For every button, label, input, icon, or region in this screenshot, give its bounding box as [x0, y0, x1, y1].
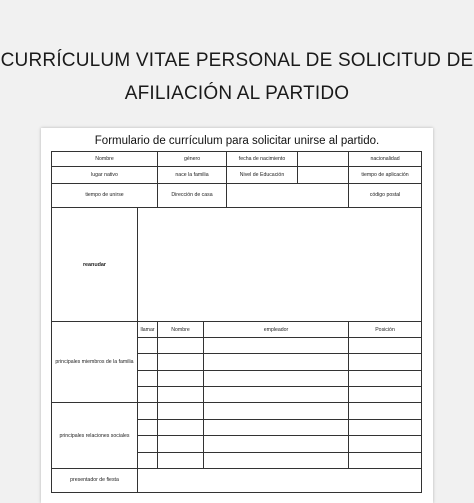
education-level-label: Nivel de Educación: [227, 167, 298, 183]
nationality-label: nacionalidad: [349, 152, 422, 167]
family-header-position: Posición: [349, 322, 422, 337]
education-value-cell[interactable]: [298, 167, 349, 183]
social-relations-label: principales relaciones sociales: [52, 403, 138, 469]
family-header-call: llamar: [138, 322, 158, 337]
form-title: Formulario de currículum para solicitar unirse al partido.: [94, 135, 380, 147]
name-value-cell[interactable]: [298, 152, 349, 167]
join-time-label: tiempo de unirse: [52, 183, 158, 207]
birthplace-label: lugar nativo: [52, 167, 158, 183]
family-origin-label: nace la familia: [158, 167, 227, 183]
resume-form-table: [51, 151, 422, 493]
party-presenter-label: presentador de fiesta: [52, 468, 138, 492]
family-header-name: Nombre: [158, 322, 204, 337]
postal-code-label: código postal: [349, 183, 422, 207]
gender-label: género: [158, 152, 227, 167]
resume-label: reanudar: [52, 207, 138, 322]
resume-value-cell[interactable]: [138, 207, 422, 322]
party-presenter-value-cell[interactable]: [138, 468, 422, 492]
application-time-label: tiempo de aplicación: [349, 167, 422, 183]
form-sheet: [41, 128, 433, 503]
page-title: CURRÍCULUM VITAE PERSONAL DE SOLICITUD DE AFILIACIÓN AL PARTIDO: [0, 50, 474, 104]
home-address-label: Dirección de casa: [158, 183, 227, 207]
birth-date-label: fecha de nacimiento: [227, 152, 298, 167]
home-address-value-cell[interactable]: [227, 183, 349, 207]
family-members-label: principales miembros de la familia: [52, 322, 138, 403]
family-header-employer: empleador: [204, 322, 349, 337]
name-label: Nombre: [52, 152, 158, 167]
